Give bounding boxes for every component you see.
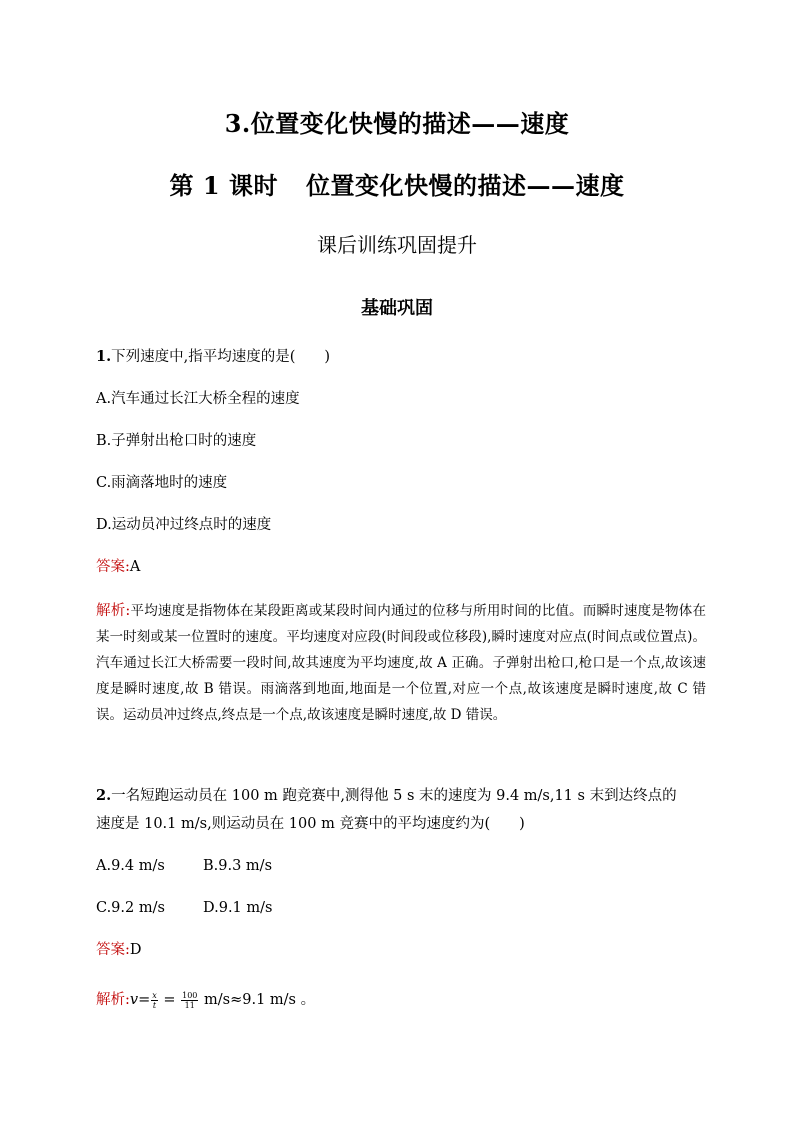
q2-fraction-xt (151, 991, 158, 1010)
section-title: 课后训练巩固提升 (317, 233, 477, 257)
q1-explanation-text: 平均速度是指物体在某段距离或某段时间内通过的位移与所用时间的比值。而瞬时速度是物体在某一时刻或某一位置时的速度。平均速度对应段(时间段或位移段),瞬时速度对应点(时间点或位置点)。汽车通过长江大桥需要一段时间,故其速度为平均速度,故 A 正确。子弹射出枪口,枪口是一个点,故该速度是瞬时速度,故 B 错误。雨滴落到地面,地面是一个位置,对应一个点,故该速度是瞬时速度,故 C 错误。运动员冲过终点,终点是一个点,故该速度是瞬时速度,故 D 错误。 (96, 603, 707, 723)
q1-answer (96, 557, 706, 577)
q2-options-row1 (96, 856, 706, 876)
lesson-prefix: 第 1 课时 (169, 171, 278, 200)
q2-formula-eq: = (158, 992, 181, 1008)
q2-answer-value: D (129, 942, 142, 958)
q1-explanation-label: 解析: (96, 603, 131, 619)
q1-stem (96, 347, 706, 367)
q2-option-b: B.9.3 m/s (203, 858, 273, 874)
subsection-title: 基础巩固 (361, 298, 433, 319)
q2-option-c: C.9.2 m/s (96, 900, 165, 916)
lesson-title (0, 166, 794, 201)
q1-option-b: B.子弹射出枪口时的速度 (96, 433, 257, 449)
q2-option-a: A.9.4 m/s (96, 858, 165, 874)
q2-stem-line2: 速度是 10.1 m/s,则运动员在 100 m 竞赛中的平均速度约为( ) (96, 816, 525, 832)
q2-frac1-num: x (152, 990, 157, 1000)
lesson-name: 位置变化快慢的描述——速度 (305, 171, 625, 200)
q1-answer-value: A (129, 559, 141, 575)
q2-explanation-label: 解析: (96, 992, 130, 1008)
q2-answer (96, 940, 706, 960)
q2-options-row2 (96, 898, 706, 918)
q2-stem-text1: 一名短跑运动员在 100 m 跑竞赛中,测得他 5 s 末的速度为 9.4 m/s,11 s 末到达终点的 (111, 788, 677, 804)
q2-frac2-den: 11 (184, 1000, 195, 1010)
chapter-title: 3.位置变化快慢的描述——速度 (224, 109, 570, 138)
q2-stem-line1 (96, 786, 706, 806)
q1-explanation (96, 598, 706, 728)
q2-formula-rhs: m/s≈9.1 m/s 。 (199, 992, 316, 1008)
q2-explanation (96, 990, 706, 1010)
q1-option-c: C.雨滴落地时的速度 (96, 475, 228, 491)
q1-number: 1. (96, 348, 112, 365)
q2-answer-label: 答案: (96, 942, 130, 958)
q2-frac1-den: t (152, 1000, 157, 1010)
q1-option-d: D.运动员冲过终点时的速度 (96, 517, 272, 533)
q2-number: 2. (96, 787, 112, 804)
q1-answer-label: 答案: (96, 559, 130, 575)
q2-option-d: D.9.1 m/s (203, 900, 273, 916)
q2-frac2-num: 100 (182, 990, 198, 1000)
q2-formula-lhs: v= (129, 992, 151, 1008)
q1-option-a: A.汽车通过长江大桥全程的速度 (96, 391, 300, 407)
q2-fraction-100-11 (181, 991, 198, 1010)
q1-stem-text: 下列速度中,指平均速度的是( ) (111, 349, 331, 365)
